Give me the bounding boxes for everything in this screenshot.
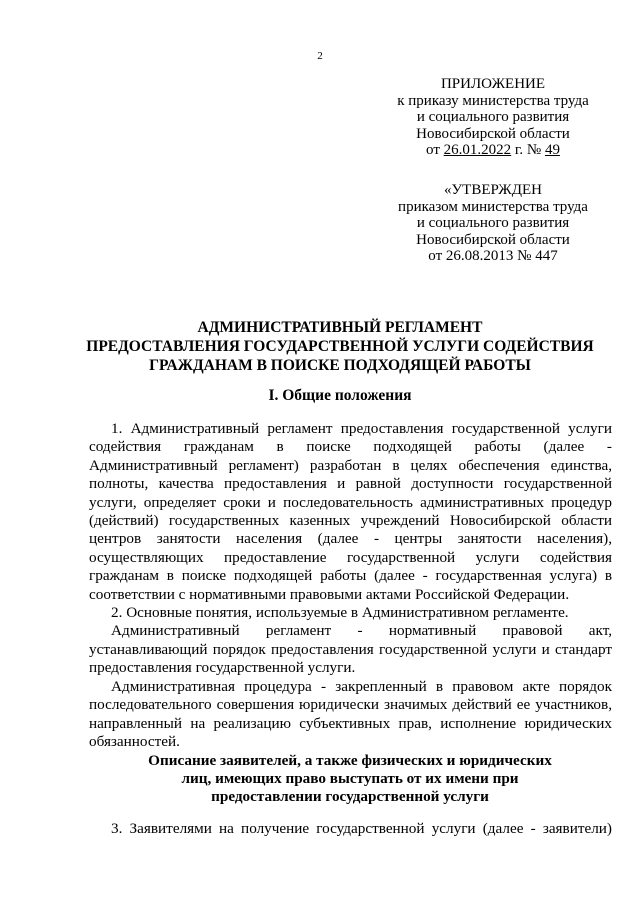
subheading-line: Описание заявителей, а также физических и юридических xyxy=(148,752,552,769)
title-line: ГРАЖДАНАМ В ПОИСКЕ ПОДХОДЯЩЕЙ РАБОТЫ xyxy=(149,357,531,374)
document-title xyxy=(60,318,620,375)
approved-block xyxy=(380,182,606,265)
subheading-line: лиц, имеющих право выступать от их имени при xyxy=(181,770,519,788)
paragraph: 1. Административный регламент предоставления государственной услуги содействия гражданам в поиске подходящей работы (далее - Административный регламент) разработан в целях обеспечения единства, полноты, качества предоставления и равной доступности государственной услуги, определяет сроки и последовательность административных процедур (действий) государственных казенных учреждений Новосибирской области центров занятости населения (далее - центры занятости населения), осуществляющих предоставление государственной услуги содействия гражданам в поиске подходящей работы (далее - государственная услуга) в соответствии с нормативными правовыми актами Российской Федерации. xyxy=(89,420,612,603)
subheading-line: предоставлении государственной услуги xyxy=(211,788,489,806)
section-heading: I. Общие положения xyxy=(268,387,412,404)
paragraph: 2. Основные понятия, используемые в Административном регламенте. xyxy=(111,604,569,622)
page-number: 2 xyxy=(317,50,323,62)
approved-line: приказом министерства труда xyxy=(398,198,588,215)
approved-line: Новосибирской области xyxy=(416,231,570,248)
appendix-title: ПРИЛОЖЕНИЕ xyxy=(440,76,546,92)
title-line: АДМИНИСТРАТИВНЫЙ РЕГЛАМЕНТ xyxy=(197,319,483,336)
approved-title: «УТВЕРЖДЕН xyxy=(444,182,542,198)
appendix-line: к приказу министерства труда xyxy=(397,92,589,109)
title-line: ПРЕДОСТАВЛЕНИЯ ГОСУДАРСТВЕННОЙ УСЛУГИ СОДЕЙСТВИЯ xyxy=(86,338,594,355)
paragraph: Административный регламент - нормативный правовой акт, устанавливающий порядок предоставления государственной услуги и стандарт предоставления государственной услуги. xyxy=(89,622,612,677)
date-prefix: от xyxy=(426,142,444,158)
body-text xyxy=(89,420,612,751)
appendix-block xyxy=(380,76,606,159)
order-date: 26.01.2022 xyxy=(443,142,512,158)
order-number: 49 xyxy=(544,142,560,158)
applicants-subheading xyxy=(90,752,610,807)
paragraph: 3. Заявителями на получение государственной услуги (далее - заявители) xyxy=(111,820,612,837)
body-text-continued xyxy=(89,820,612,838)
appendix-line: и социального развития xyxy=(416,109,570,125)
appendix-date-line xyxy=(380,142,606,159)
approved-date-line: от 26.08.2013 № 447 xyxy=(428,248,558,264)
approved-line: и социального развития xyxy=(416,215,570,231)
appendix-line: Новосибирской области xyxy=(416,125,570,142)
paragraph: Административная процедура - закрепленный в правовом акте порядок последовательного совершения юридически значимых действий ее участников, направленный на реализацию субъективных прав, исполнение юридических обязанностей. xyxy=(89,677,612,750)
date-suffix: г. № xyxy=(511,142,545,158)
